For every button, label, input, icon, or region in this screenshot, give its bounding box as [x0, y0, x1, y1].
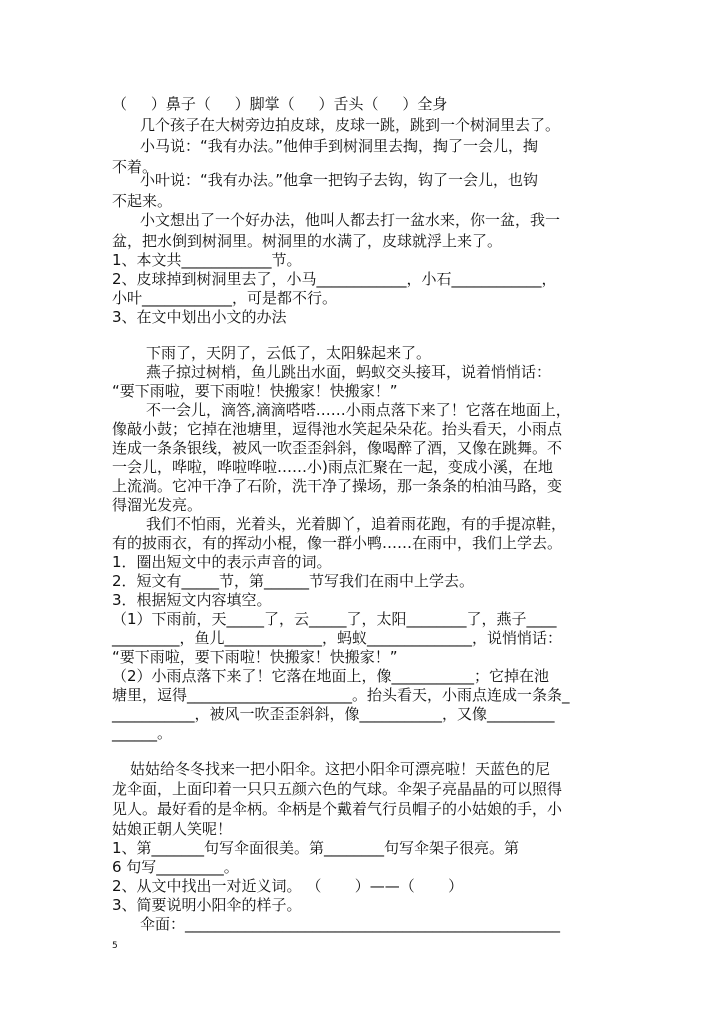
question-line: “要下雨啦，要下雨啦！快搬家！快搬家！” [112, 648, 398, 666]
passage1-line: 小叶说：“我有办法。”他拿一把钩子去钩，钩了一会儿，也钩 [140, 171, 539, 189]
question-line: 3．根据短文内容填空。 [112, 591, 272, 609]
question-line: _________，鱼儿_____________，蚂蚁______________，说悄悄话： [112, 629, 563, 647]
passage2-line: 不一会儿，滴答,滴滴嗒嗒……小雨点落下来了！它落在地面上， [146, 401, 571, 419]
question-line: （2）小雨点落下来了！它落在地面上，像___________；它掉在池 [112, 667, 550, 685]
passage2-line: “要下雨啦，要下雨啦！快搬家！快搬家！” [112, 382, 398, 400]
question-line: 3、在文中划出小文的办法 [112, 308, 287, 326]
fill-blank-line: （ ）鼻子（ ）脚掌（ ）舌头（ ）全身 [112, 95, 448, 113]
question-line: ___________，被风一吹歪歪斜斜，像___________，又像_________ [112, 705, 555, 723]
question-line: 小叶____________，可是都不行。 [112, 289, 338, 307]
passage3-line: 姑娘正朝人笑呢！ [112, 820, 233, 838]
passage1-line: 盆，把水倒到树洞里。树洞里的水满了，皮球就浮上来了。 [112, 232, 503, 250]
passage1-line: 几个孩子在大树旁边拍皮球，皮球一跳，跳到一个树洞里去了。 [140, 116, 561, 134]
page-number: 5 [112, 941, 118, 951]
question-line: 1、第_______句写伞面很美。第________句写伞架子很亮。第 [112, 839, 520, 857]
passage1-line: 不着。 [112, 158, 158, 176]
passage3-line: 见人。最好看的是伞柄。伞柄是个戴着气行员帽子的小姑娘的手，小 [112, 800, 563, 818]
passage2-line: 得溜光发亮。 [112, 496, 203, 514]
passage2-line: 连成一条条银线，被风一吹歪歪斜斜，像喝醉了酒，又像在跳舞。不 [112, 439, 563, 457]
question-line: 1、本文共____________节。 [112, 251, 302, 269]
passage2-line: 下雨了，天阴了，云低了，太阳躲起来了。 [146, 344, 432, 362]
question-line: ______。 [112, 724, 173, 742]
passage3-line: 龙伞面，上面印着一只只五颜六色的气球。伞架子亮晶晶的可以照得 [112, 780, 563, 798]
question-line: 6 句写_________。 [112, 858, 239, 876]
question-line: 3、简要说明小阳伞的样子。 [112, 896, 302, 914]
question-line: 塘里，逗得______________________。抬头看天，小雨点连成一条条_ [112, 686, 570, 704]
question-line: 2、皮球掉到树洞里去了，小马____________，小石____________， [112, 270, 557, 288]
answer-line: 伞面：__________________________________________________ [140, 915, 561, 933]
question-line: （1）下雨前，天_____了，云_____了，太阳________了，燕子____ [112, 610, 557, 628]
question-line: 2．短文有_____节，第______节写我们在雨中上学去。 [112, 572, 475, 590]
passage2-line: 上流淌。它冲干净了石阶，洗干净了操场，那一条条的柏油马路，变 [112, 477, 563, 495]
passage2-line: 燕子掠过树梢，鱼儿跳出水面，蚂蚁交头接耳，说着悄悄话： [146, 363, 552, 381]
passage1-line: 不起来。 [112, 192, 173, 210]
passage2-line: 我们不怕雨，光着头，光着脚丫，追着雨花跑，有的手提凉鞋， [146, 515, 567, 533]
passage2-line: 一会儿，哗啦，哗啦哗啦……小)雨点汇聚在一起，变成小溪，在地 [112, 458, 553, 476]
question-line: 1．圈出短文中的表示声音的词。 [112, 553, 332, 571]
passage1-line: 小文想出了一个好办法，他叫人都去打一盆水来，你一盆，我一 [140, 211, 561, 229]
passage2-line: 像敲小鼓；它掉在池塘里，逗得池水笑起朵朵花。抬头看天，小雨点 [112, 420, 563, 438]
question-line: 2、从文中找出一对近义词。 （ ）——（ ） [112, 877, 464, 895]
passage1-line: 小马说：“我有办法。”他伸手到树洞里去掏，掏了一会儿，掏 [140, 137, 539, 155]
passage2-line: 有的披雨衣，有的挥动小棍，像一群小鸭……在雨中，我们上学去。 [112, 534, 563, 552]
passage3-line: 姑姑给冬冬找来一把小阳伞。这把小阳伞可漂亮啦！天蓝色的尼 [130, 760, 551, 778]
